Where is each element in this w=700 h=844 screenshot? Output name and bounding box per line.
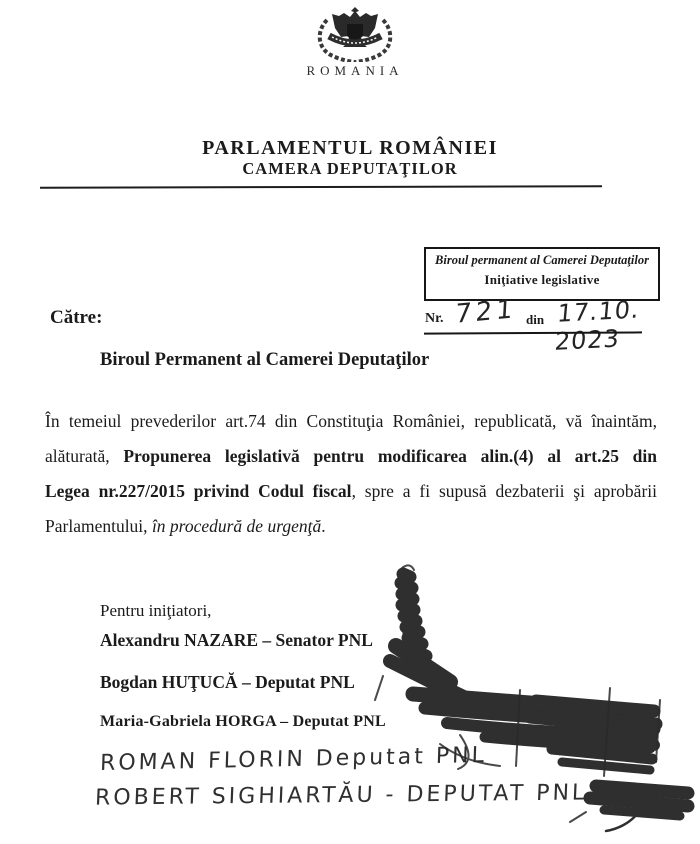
body-line bbox=[45, 404, 657, 439]
body-text-segment: Parlamentului, bbox=[45, 516, 152, 536]
page-subtitle: CAMERA DEPUTAŢILOR bbox=[242, 159, 458, 178]
signatory-name: Alexandru NAZARE – Senator PNL bbox=[100, 630, 373, 650]
signatories-intro: Pentru iniţiatori, bbox=[100, 601, 212, 620]
stamp-department-line: Iniţiative legislative bbox=[484, 272, 600, 287]
registration-nr-label: Nr. bbox=[425, 311, 444, 326]
handwritten-signatory-line: ROMAN FLORIN Deputat PNL bbox=[99, 742, 488, 777]
registration-stamp bbox=[424, 247, 660, 301]
body-text-segment: în procedură de urgenţă bbox=[151, 516, 322, 536]
body-line bbox=[45, 439, 657, 474]
body-text-segment: , spre a fi supusă dezbaterii şi aprobării bbox=[351, 481, 658, 501]
crest-country-label: ROMANIA bbox=[306, 63, 404, 78]
registration-nr-value-handwritten: 721 bbox=[454, 294, 518, 330]
body-line bbox=[45, 509, 657, 544]
body-paragraph bbox=[45, 404, 657, 544]
signatory-name: Bogdan HUŢUCĂ – Deputat PNL bbox=[100, 672, 355, 692]
addressee-recipient: Biroul Permanent al Camerei Deputaţilor bbox=[100, 350, 430, 370]
body-line bbox=[45, 474, 657, 509]
body-text-segment: alăturată, bbox=[45, 446, 124, 466]
registration-date-value-handwritten: 17.10. 2023 bbox=[553, 295, 641, 356]
body-text-segment: Legea nr.227/2015 privind Codul fiscal bbox=[45, 481, 352, 501]
signatory-name: Maria-Gabriela HORGA – Deputat PNL bbox=[100, 713, 386, 730]
header-divider bbox=[40, 185, 602, 188]
body-text-segment: Propunerea legislativă pentru modificarea alin.(4) al art.25 din bbox=[123, 446, 658, 466]
romania-coat-of-arms-icon bbox=[305, 6, 405, 62]
page-title: PARLAMENTUL ROMÂNIEI bbox=[202, 137, 498, 159]
body-text-segment: . bbox=[321, 516, 326, 536]
coat-of-arms bbox=[295, 6, 415, 79]
stamp-office-line: Biroul permanent al Camerei Deputaţilor bbox=[435, 253, 649, 267]
handwritten-signatory-line: ROBERT SIGHIARTĂU - DEPUTAT PNL bbox=[94, 780, 588, 811]
registration-din-label: din bbox=[526, 312, 545, 327]
addressee-label: Către: bbox=[50, 307, 103, 328]
body-text-segment: În temeiul prevederilor art.74 din Constituţia României, republicată, vă înaintăm, bbox=[45, 411, 657, 431]
